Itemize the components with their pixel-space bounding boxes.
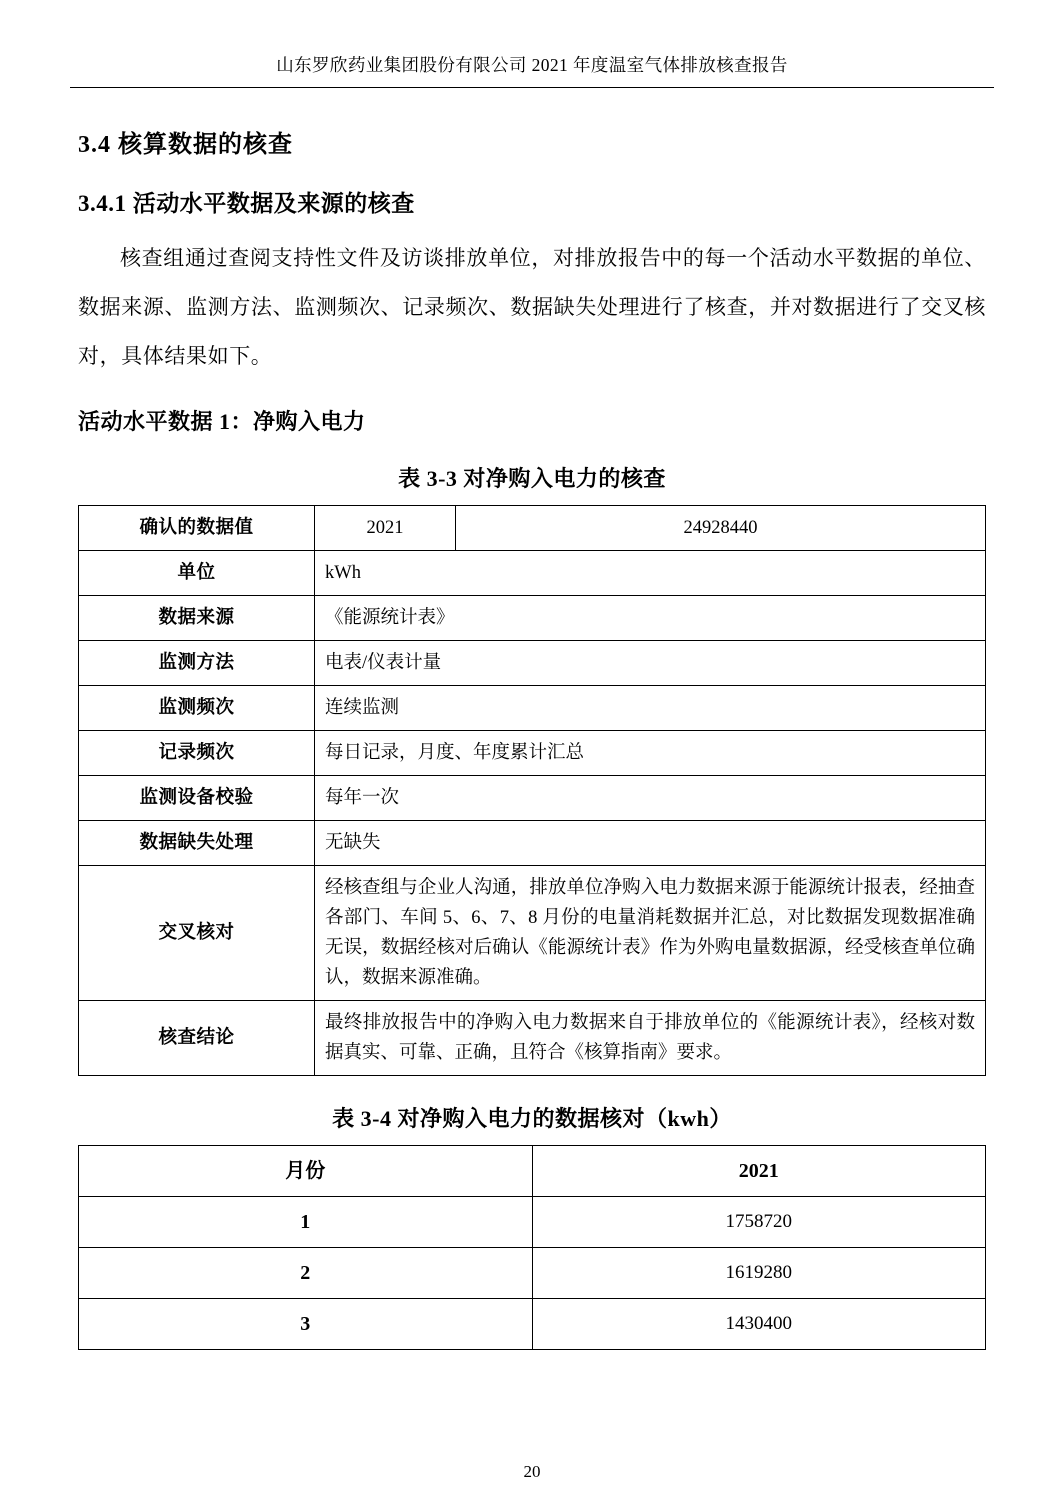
row-label: 记录频次	[79, 731, 315, 776]
table-row	[79, 1299, 986, 1350]
table-3-4	[78, 1145, 986, 1350]
row-label: 确认的数据值	[79, 506, 315, 551]
table-row	[79, 776, 986, 821]
cell-value: 1430400	[532, 1299, 986, 1350]
row-label: 单位	[79, 551, 315, 596]
row-value: kWh	[315, 551, 986, 596]
cell-month: 3	[79, 1299, 533, 1350]
cell-value: 1758720	[532, 1197, 986, 1248]
row-value: 最终排放报告中的净购入电力数据来自于排放单位的《能源统计表》，经核对数据真实、可靠、正确，且符合《核算指南》要求。	[315, 1001, 986, 1076]
row-label: 监测方法	[79, 641, 315, 686]
table-row	[79, 1001, 986, 1076]
table-row	[79, 551, 986, 596]
cell-value: 1619280	[532, 1248, 986, 1299]
table-row	[79, 686, 986, 731]
row-label: 数据来源	[79, 596, 315, 641]
table-row	[79, 866, 986, 1001]
row-value: 电表/仪表计量	[315, 641, 986, 686]
table-row	[79, 1248, 986, 1299]
row-value: 每年一次	[315, 776, 986, 821]
body-paragraph: 核查组通过查阅支持性文件及访谈排放单位，对排放报告中的每一个活动水平数据的单位、数据来源、监测方法、监测频次、记录频次、数据缺失处理进行了核查，并对数据进行了交叉核对，具体结果如下。	[78, 246, 986, 368]
cell-month: 1	[79, 1197, 533, 1248]
activity-data-heading: 活动水平数据 1：净购入电力	[78, 409, 366, 434]
table-header-row	[79, 1146, 986, 1197]
row-value: 每日记录，月度、年度累计汇总	[315, 731, 986, 776]
row-value: 24928440	[456, 506, 986, 551]
row-label: 监测频次	[79, 686, 315, 731]
column-header-month: 月份	[79, 1146, 533, 1197]
table-3-3	[78, 505, 986, 1076]
table-3-3-caption: 表 3-3 对净购入电力的核查	[398, 466, 666, 491]
cell-month: 2	[79, 1248, 533, 1299]
table-row	[79, 506, 986, 551]
row-value: 《能源统计表》	[315, 596, 986, 641]
table-row	[79, 596, 986, 641]
row-label: 核查结论	[79, 1001, 315, 1076]
table-row	[79, 821, 986, 866]
row-value: 连续监测	[315, 686, 986, 731]
running-header: 山东罗欣药业集团股份有限公司 2021 年度温室气体排放核查报告	[70, 52, 994, 88]
table-row	[79, 1197, 986, 1248]
row-value: 经核查组与企业人沟通，排放单位净购入电力数据来源于能源统计报表，经抽查各部门、车间 5、6、7、8 月份的电量消耗数据并汇总，对比数据发现数据准确无误，数据经核对后确认《能源统计表》作为外购电量数据源，经受核查单位确认，数据来源准确。	[315, 866, 986, 1001]
table-row	[79, 731, 986, 776]
row-value: 无缺失	[315, 821, 986, 866]
row-label: 交叉核对	[79, 866, 315, 1001]
section-heading: 3.4 核算数据的核查	[78, 132, 293, 158]
row-year: 2021	[315, 506, 456, 551]
table-3-4-caption: 表 3-4 对净购入电力的数据核对（kwh）	[332, 1106, 732, 1131]
table-row	[79, 641, 986, 686]
subsection-heading: 3.4.1 活动水平数据及来源的核查	[78, 191, 415, 216]
column-header-year: 2021	[532, 1146, 986, 1197]
page-number: 20	[523, 1462, 541, 1481]
row-label: 监测设备校验	[79, 776, 315, 821]
row-label: 数据缺失处理	[79, 821, 315, 866]
